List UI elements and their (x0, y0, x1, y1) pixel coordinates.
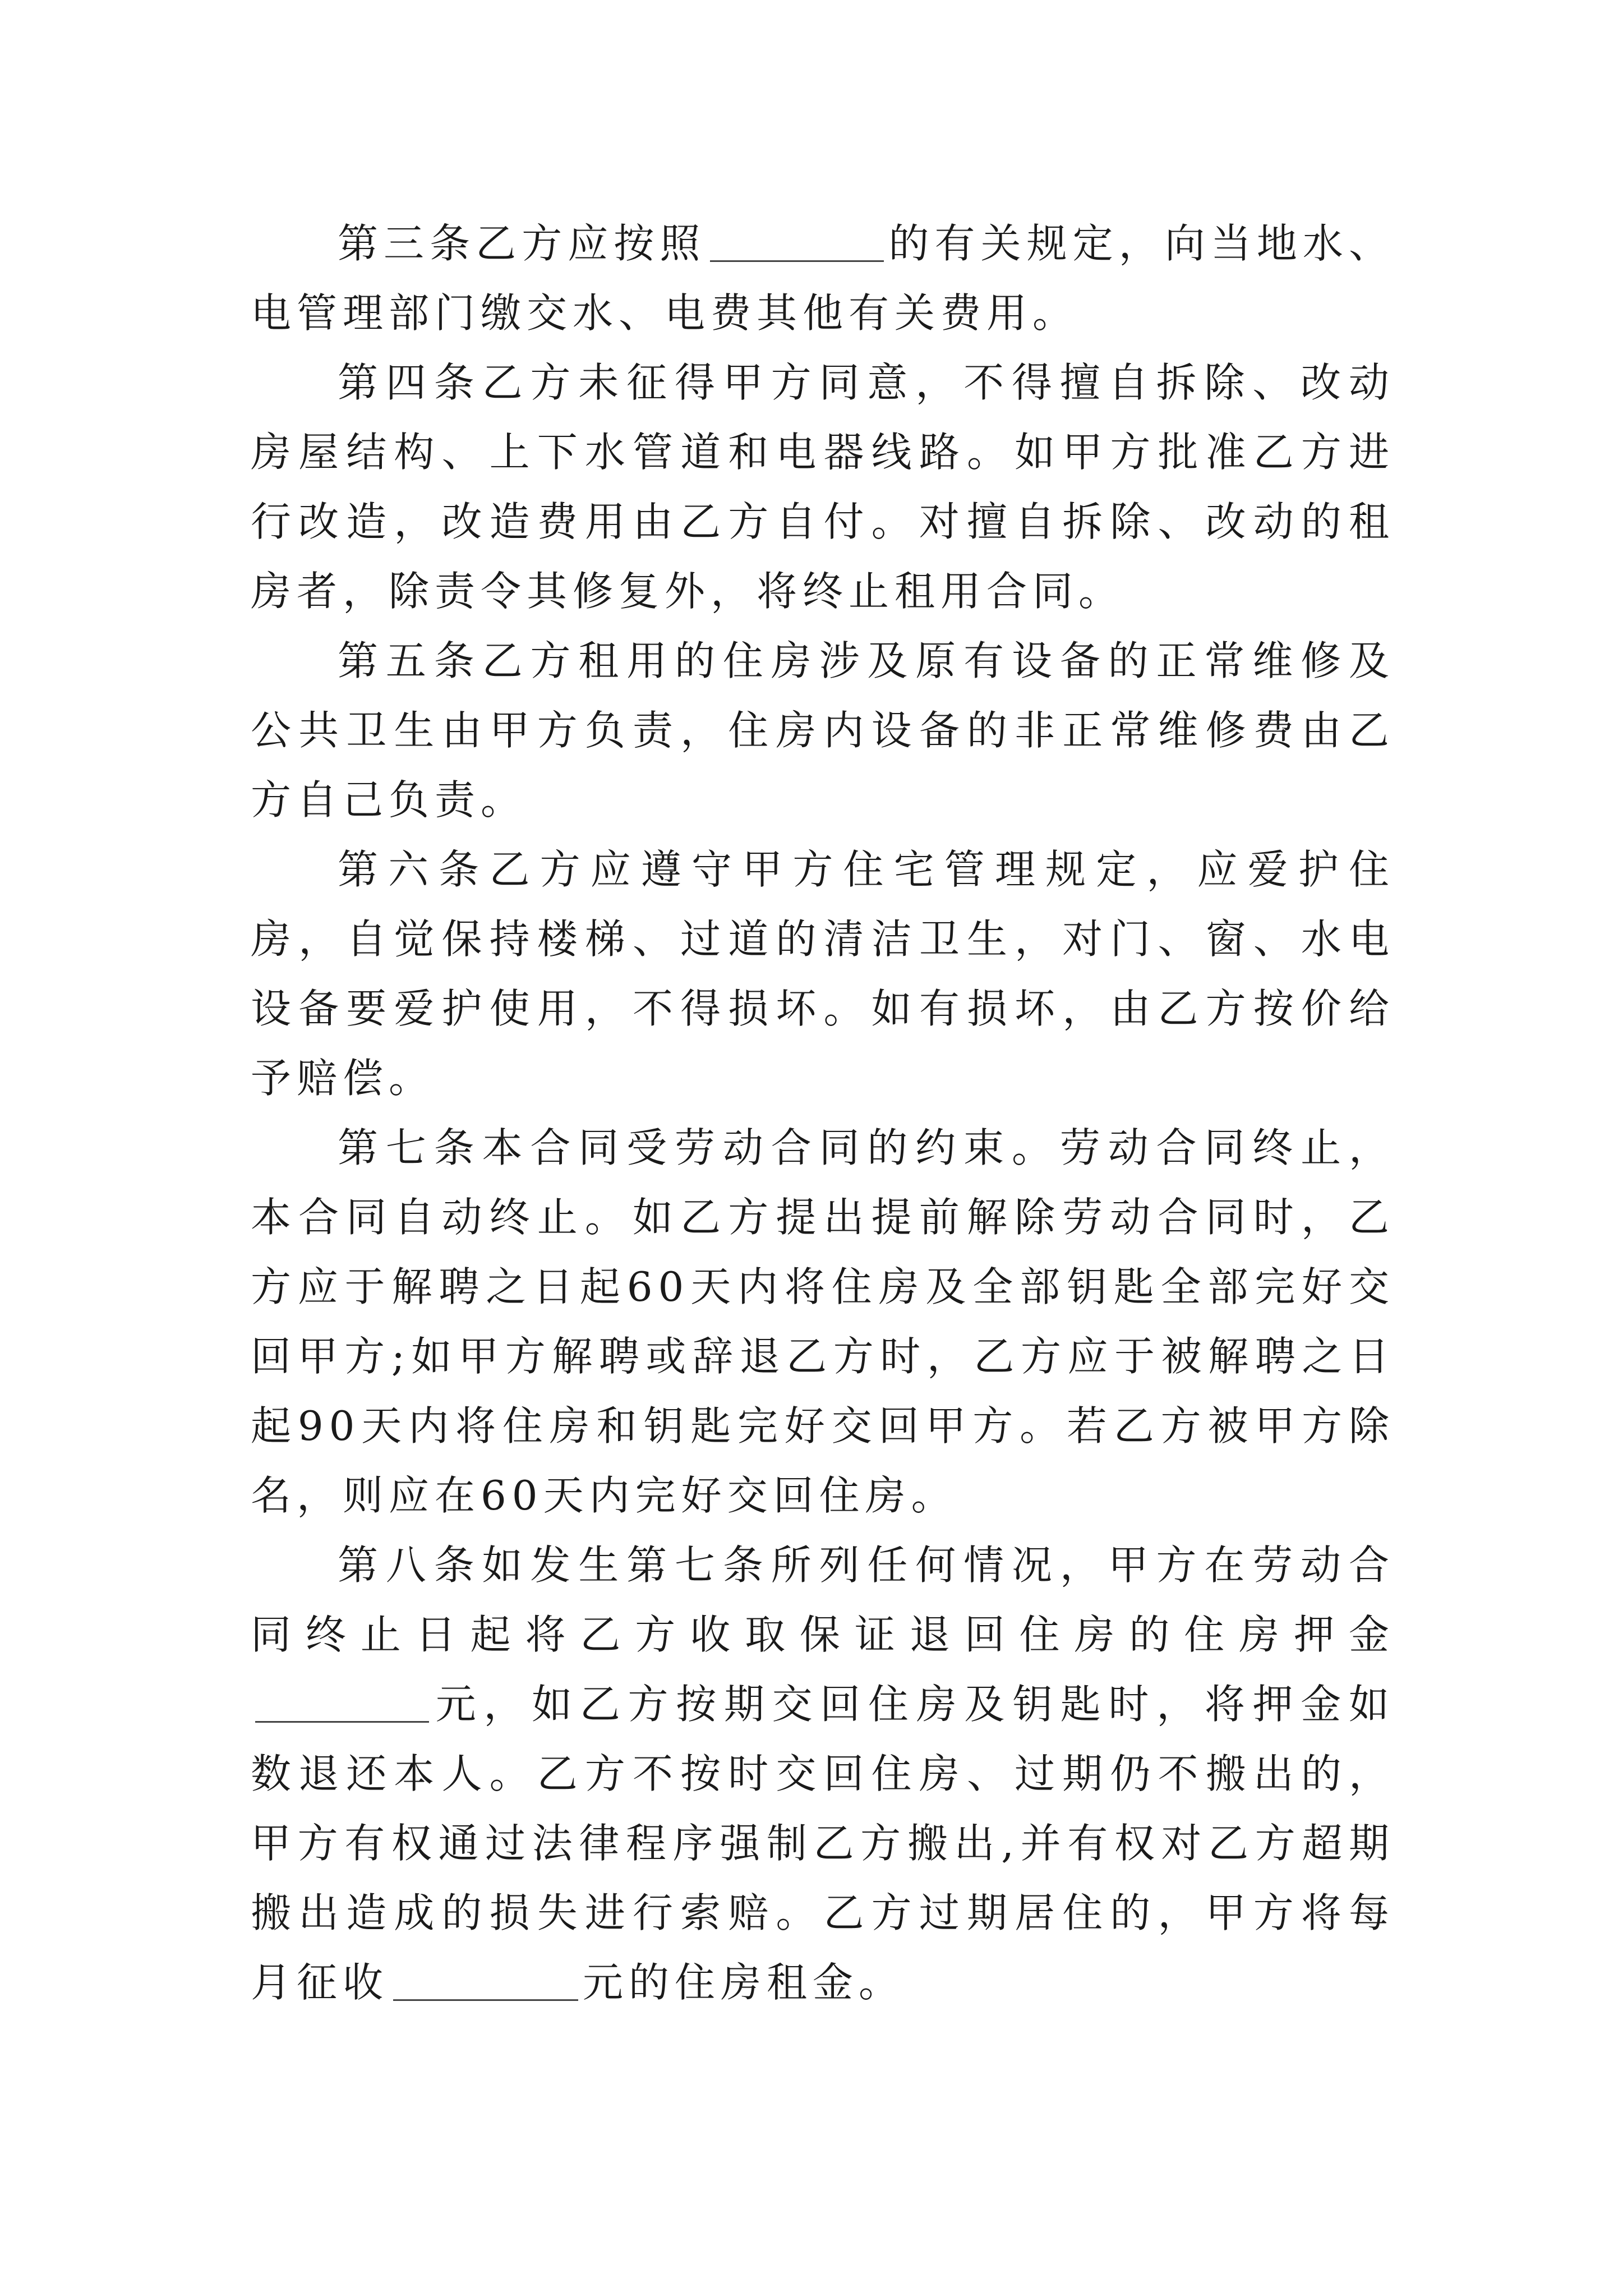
clause-5-text: 第五条乙方租用的住房涉及原有设备的正常维修及公共卫生由甲方负责，住房内设备的非正常维修费由乙方自己负责。 (251, 637, 1395, 823)
clause-article-4 (251, 348, 1395, 626)
clause-8-text-part3: 元的住房租金。 (583, 1959, 905, 2006)
clause-7-text: 第七条本合同受劳动合同的约束。劳动合同终止，本合同自动终止。如乙方提出提前解除劳动合同时，乙方应于解聘之日起60天内将住房及全部钥匙全部完好交回甲方;如甲方解聘或辞退乙方时，乙方应于被解聘之日起90天内将住房和钥匙完好交回甲方。若乙方被甲方除名，则应在60天内完好交回住房。 (251, 1124, 1395, 1519)
blank-monthly-rent-field[interactable] (393, 1959, 578, 2001)
clause-article-8 (251, 1530, 1395, 2017)
clause-article-6 (251, 835, 1395, 1113)
clause-8-text-part2: 元，如乙方按期交回住房及钥匙时，将押金如数退还本人。乙方不按时交回住房、过期仍不搬出的，甲方有权通过法律程序强制乙方搬出,并有权对乙方超期搬出造成的损失进行索赔。乙方过期居住的，甲方将每月征收 (251, 1681, 1395, 2006)
contract-body (251, 209, 1395, 2017)
clause-4-text: 第四条乙方未征得甲方同意，不得擅自拆除、改动房屋结构、上下水管道和电器线路。如甲方批准乙方进行改造，改造费用由乙方自付。对擅自拆除、改动的租房者，除责令其修复外，将终止租用合同。 (251, 359, 1395, 615)
clause-6-text: 第六条乙方应遵守甲方住宅管理规定，应爱护住房，自觉保持楼梯、过道的清洁卫生，对门、窗、水电设备要爱护使用，不得损坏。如有损坏，由乙方按价给予赔偿。 (251, 846, 1395, 1102)
clause-3-text-before: 第三条乙方应按照 (338, 220, 706, 267)
blank-deposit-amount-field[interactable] (255, 1681, 429, 1723)
clause-3-text-after: 的有关规定，向当地水、电管理部门缴交水、电费其他有关费用。 (251, 220, 1395, 337)
clause-article-3 (251, 209, 1395, 348)
blank-regulation-field[interactable] (710, 220, 884, 262)
clause-8-text-part1: 第八条如发生第七条所列任何情况，甲方在劳动合同终止日起将乙方收取保证退回住房的住房押金 (251, 1542, 1395, 1658)
clause-article-5 (251, 626, 1395, 835)
clause-article-7 (251, 1113, 1395, 1530)
